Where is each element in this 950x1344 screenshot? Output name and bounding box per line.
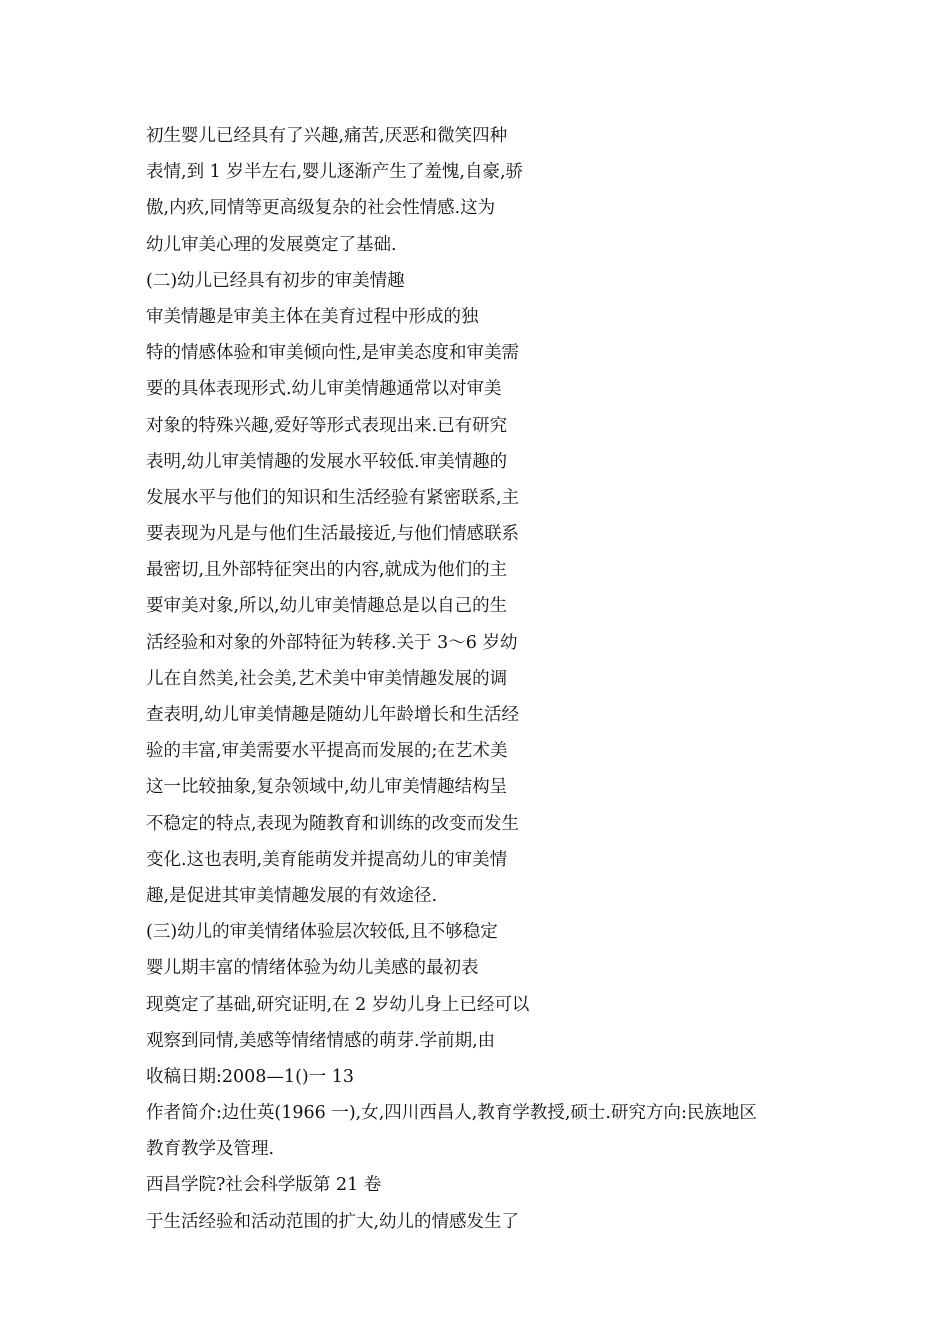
text-line: 趣,是促进其审美情趣发展的有效途径. [146, 885, 438, 906]
text-line: 现奠定了基础,研究证明,在 2 岁幼儿身上已经可以 [146, 994, 530, 1015]
text-line: 变化.这也表明,美育能萌发并提高幼儿的审美情 [146, 849, 508, 870]
text-line: 不稳定的特点,表现为随教育和训练的改变而发生 [146, 813, 520, 834]
body-text [146, 118, 926, 1240]
text-line: 要的具体表现形式.幼儿审美情趣通常以对审美 [146, 379, 502, 400]
journal-header: 西昌学院?社会科学版第 21 卷 [146, 1175, 382, 1196]
text-line: 要审美对象,所以,幼儿审美情趣总是以自己的生 [146, 596, 508, 617]
text-line: 幼儿审美心理的发展奠定了基础. [146, 234, 397, 255]
text-line: 于生活经验和活动范围的扩大,幼儿的情感发生了 [146, 1211, 520, 1232]
text-line: 观察到同情,美感等情绪情感的萌芽.学前期,由 [146, 1030, 496, 1051]
author-bio-continued: 教育教学及管理. [146, 1139, 275, 1160]
received-date: 收稿日期:2008—1()一 13 [146, 1066, 355, 1087]
text-line: 要表现为凡是与他们生活最接近,与他们情感联系 [146, 524, 520, 545]
text-line: 最密切,且外部特征突出的内容,就成为他们的主 [146, 560, 508, 581]
text-line: 这一比较抽象,复杂领域中,幼儿审美情趣结构呈 [146, 777, 508, 798]
text-line: 活经验和对象的外部特征为转移.关于 3～6 岁幼 [146, 632, 518, 653]
text-line: 特的情感体验和审美倾向性,是审美态度和审美需 [146, 343, 520, 364]
text-line: 儿在自然美,社会美,艺术美中审美情趣发展的调 [146, 668, 508, 689]
text-line: 表情,到 1 岁半左右,婴儿逐渐产生了羞愧,自豪,骄 [146, 162, 524, 183]
text-line: 对象的特殊兴趣,爱好等形式表现出来.已有研究 [146, 415, 508, 436]
text-line: 审美情趣是审美主体在美育过程中形成的独 [146, 306, 479, 327]
section-heading: (三)幼儿的审美情绪体验层次较低,且不够稳定 [146, 922, 498, 943]
text-line: 验的丰富,审美需要水平提高而发展的;在艺术美 [146, 741, 508, 762]
text-line: 发展水平与他们的知识和生活经验有紧密联系,主 [146, 487, 520, 508]
text-line: 初生婴儿已经具有了兴趣,痛苦,厌恶和微笑四种 [146, 126, 508, 146]
text-line: 婴儿期丰富的情绪体验为幼儿美感的最初表 [146, 958, 479, 979]
text-line: 表明,幼儿审美情趣的发展水平较低.审美情趣的 [146, 451, 508, 472]
author-bio: 作者简介:边仕英(1966 一),女,四川西昌人,教育学教授,硕士.研究方向:民族地区 [146, 1103, 757, 1124]
text-line: 傲,内疚,同情等更高级复杂的社会性情感.这为 [146, 198, 496, 219]
section-heading: (二)幼儿已经具有初步的审美情趣 [146, 270, 405, 291]
text-line: 查表明,幼儿审美情趣是随幼儿年龄增长和生活经 [146, 705, 520, 725]
